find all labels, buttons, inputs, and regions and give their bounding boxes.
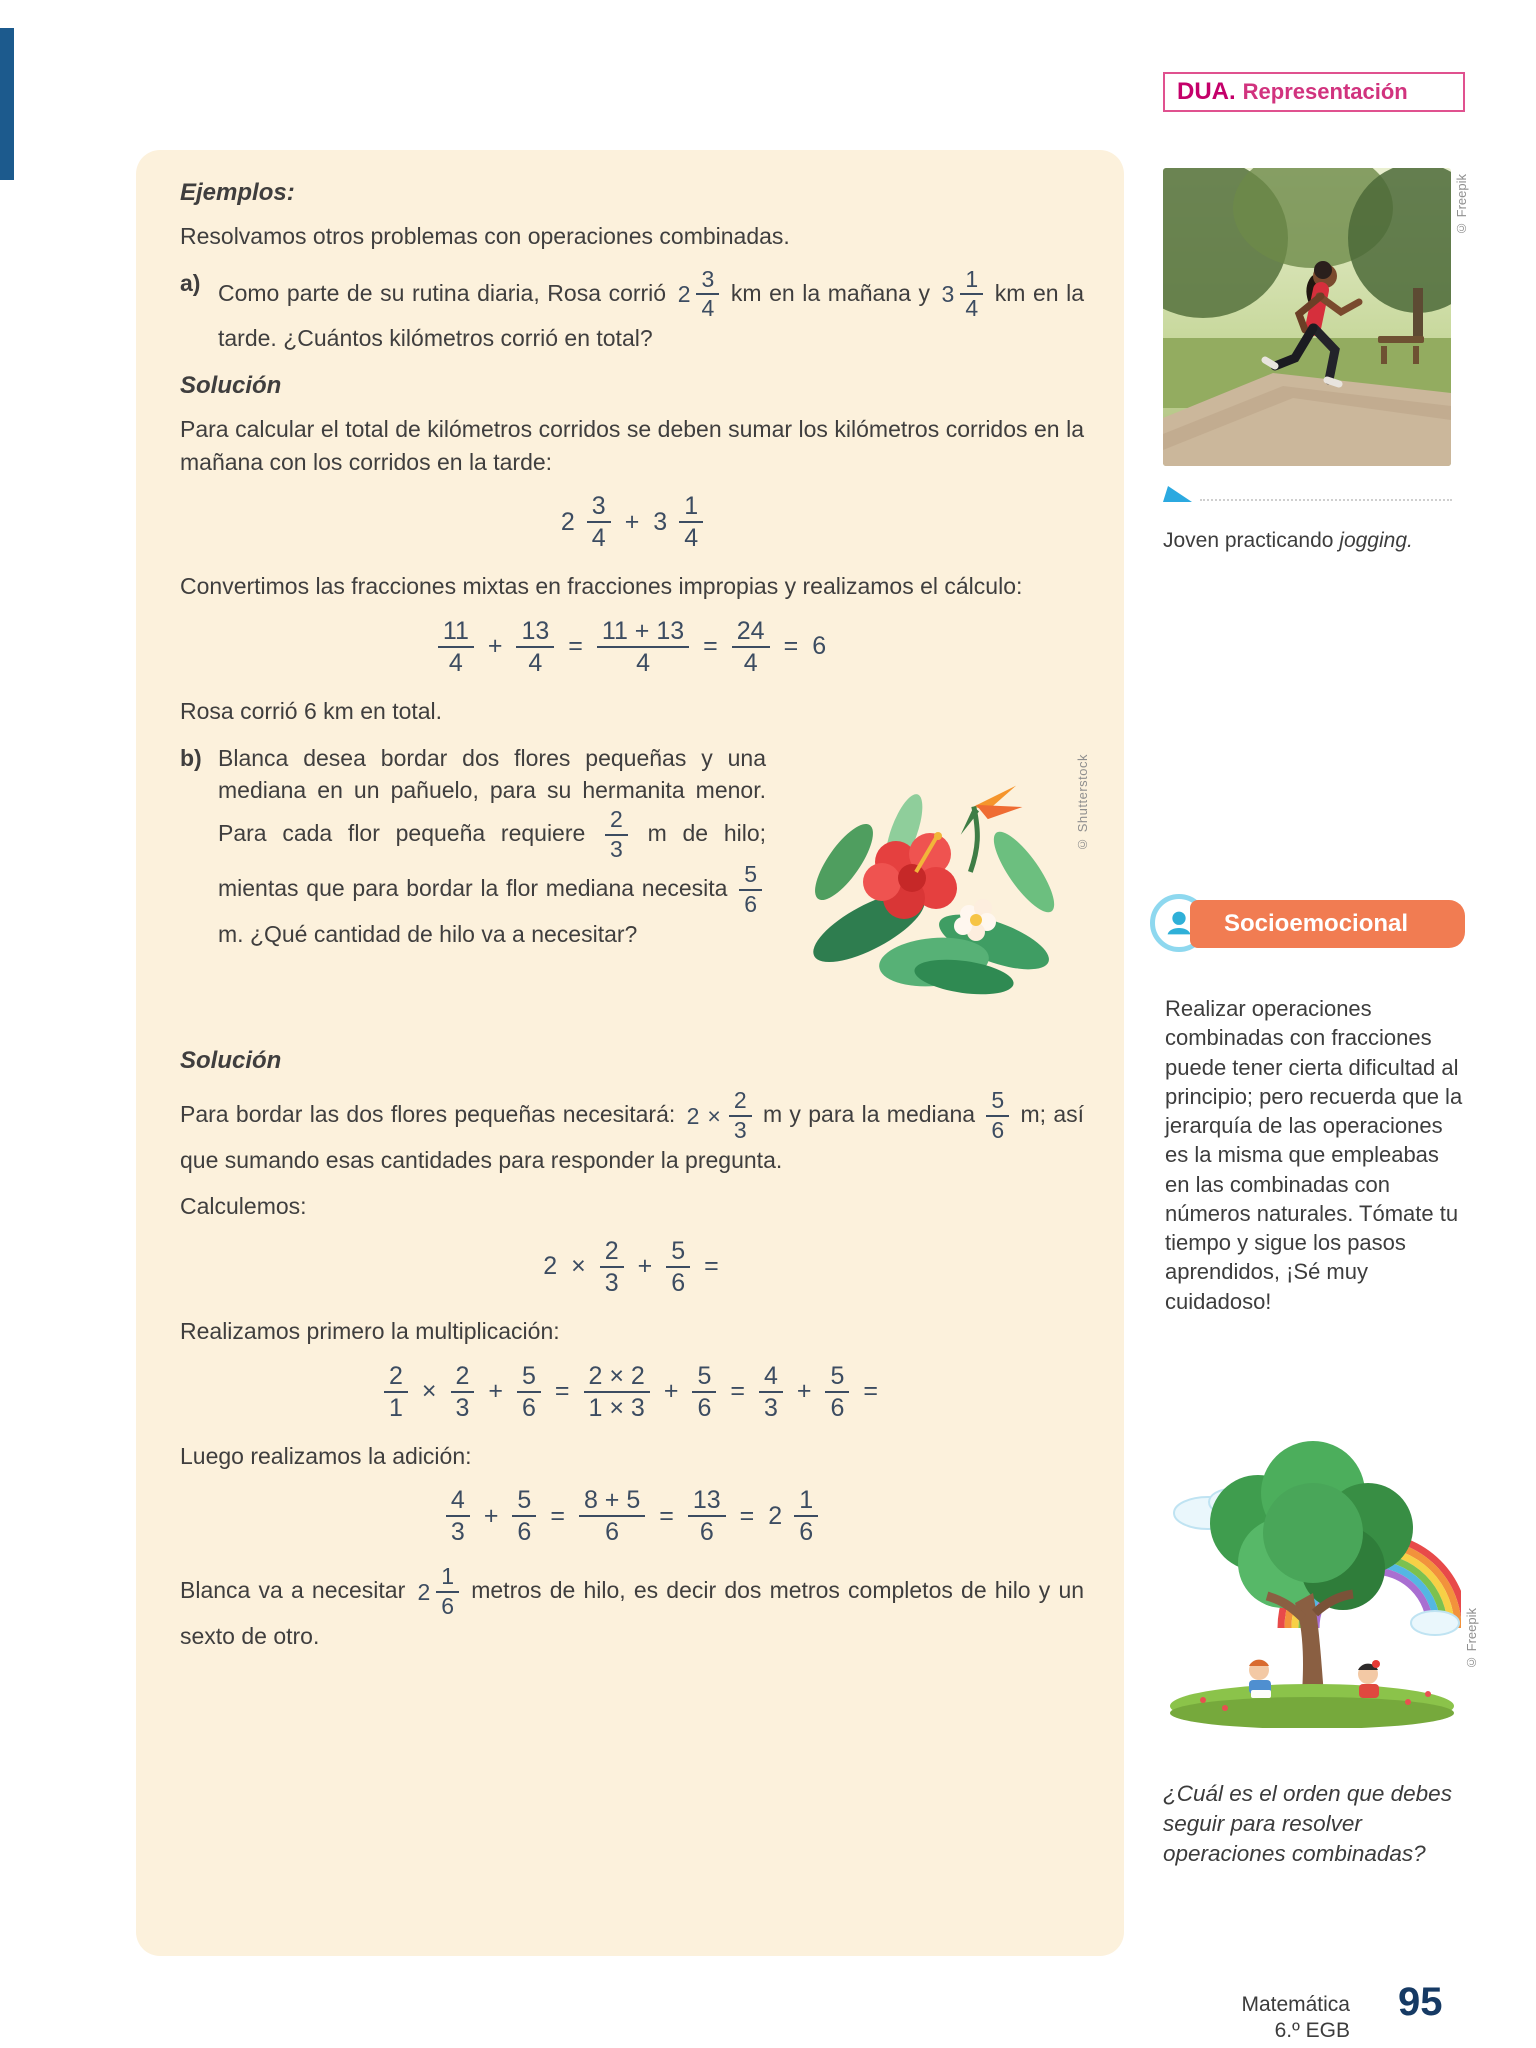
- solucion-heading-a: Solución: [180, 371, 282, 399]
- text-segment: m. ¿Qué cantidad de hilo va a necesitar?: [218, 920, 638, 947]
- fraction: [986, 1088, 1009, 1144]
- multiplication-text: Realizamos primero la multiplicación:: [180, 1318, 560, 1345]
- fraction: $\frac{1}{4}$: [960, 267, 983, 323]
- equation-mixed-sum: [180, 492, 1084, 552]
- intro-text: Resolvamos otros problemas con operaciones combinadas.: [180, 223, 790, 250]
- photo-credit: © Freepik: [1454, 174, 1469, 236]
- fraction: $\frac{11 + 13}{4}$: [597, 617, 689, 677]
- fraction: $\frac{2 \times 2}{1 \times 3}$: [584, 1362, 650, 1422]
- fraction: $\frac{13}{6}$: [688, 1486, 726, 1546]
- solution-b-text: [180, 1088, 1084, 1176]
- caption-italic-text: jogging.: [1339, 529, 1413, 552]
- reflection-question: ¿Cuál es el orden que debes seguir para resolver operaciones combinadas?: [1163, 1780, 1452, 1867]
- problem-a-text: [218, 267, 1084, 355]
- operator: ×: [571, 1252, 586, 1281]
- jogging-photo: [1163, 168, 1451, 466]
- problem-a: [180, 267, 1084, 355]
- text-segment: km en la mañana y: [730, 279, 930, 306]
- whole-number: 2: [768, 1501, 783, 1530]
- jogging-photo-image: [1163, 168, 1451, 466]
- text-segment: Como parte de su rutina diaria, Rosa corrió: [218, 279, 667, 306]
- text-segment: km en la tarde. ¿Cuántos kilómetros corrió en total?: [218, 279, 1085, 352]
- dua-title: Representación: [1242, 79, 1408, 104]
- operator: =: [554, 1377, 570, 1406]
- whole-number: 3: [941, 281, 955, 308]
- fraction: $\frac{5}{6}$: [666, 1237, 690, 1297]
- operator: +: [663, 1377, 679, 1406]
- problem-b: [180, 742, 766, 951]
- page-number: 95: [1398, 1980, 1443, 2024]
- ejemplos-heading: Ejemplos:: [180, 179, 295, 206]
- tree-illustration: [1163, 1418, 1461, 1728]
- fraction: $\frac{2}{3}$: [729, 1088, 752, 1144]
- problem-b-text: [218, 742, 766, 951]
- fraction: $\frac{4}{3}$: [759, 1362, 783, 1422]
- equation-setup: [180, 1237, 1084, 1297]
- operator: =: [550, 1501, 565, 1530]
- text-segment: Blanca desea bordar dos flores pequeñas y una mediana en un pañuelo, para su hermanita menor.: [218, 744, 766, 804]
- fraction: [605, 807, 628, 863]
- text-segment: mientas que para bordar la flor mediana necesita: [218, 875, 728, 902]
- fraction: $\frac{4}{3}$: [446, 1486, 470, 1546]
- text-segment: m de hilo;: [647, 819, 767, 846]
- caption-dotted-rule: [1200, 499, 1452, 501]
- equation-improper-fractions: [180, 617, 1084, 677]
- fraction: $\frac{2}{3}$: [451, 1362, 475, 1422]
- dua-header: [1163, 72, 1465, 112]
- fraction: $\frac{5}{6}$: [739, 862, 762, 918]
- number: 2: [686, 1102, 700, 1129]
- text-segment: m; así que sumando esas cantidades para responder la pregunta.: [180, 1101, 1085, 1173]
- problem-b-row: [180, 742, 1090, 1031]
- operator: =: [730, 1377, 745, 1406]
- operator: ×: [707, 1102, 721, 1129]
- operator: +: [488, 1377, 504, 1406]
- operator: =: [703, 632, 718, 661]
- photo-caption: [1163, 529, 1463, 553]
- whole-number: 3: [653, 507, 668, 536]
- calculemos-text: Calculemos:: [180, 1193, 307, 1220]
- socioemocional-title: Socioemocional: [1224, 910, 1409, 937]
- operator: =: [704, 1252, 719, 1281]
- text-segment: metros de hilo, es decir dos metros completos de hilo y un sexto de otro.: [180, 1577, 1085, 1649]
- whole-number: 2: [677, 281, 691, 308]
- fraction: $\frac{11}{4}$: [438, 617, 474, 677]
- problem-b-label: b): [180, 744, 202, 771]
- operator: +: [483, 1501, 499, 1530]
- illustration-credit: © Freepik: [1464, 1608, 1479, 1670]
- operator: =: [659, 1501, 674, 1530]
- footer-subject-block: [1150, 1992, 1350, 2045]
- whole-number: 2: [560, 507, 575, 536]
- fraction: $\frac{24}{4}$: [732, 617, 770, 677]
- operator: +: [487, 632, 503, 661]
- conversion-text: Convertimos las fracciones mixtas en fracciones impropias y realizamos el cálculo:: [180, 573, 1023, 600]
- flower-illustration: [784, 742, 1090, 1031]
- text-segment: m y para la mediana: [762, 1101, 976, 1128]
- equation-addition: [180, 1486, 1084, 1546]
- addition-text: Luego realizamos la adición:: [180, 1442, 472, 1469]
- whole-number: 2: [417, 1578, 431, 1605]
- fraction: $\frac{3}{4}$: [587, 492, 611, 552]
- fraction: $\frac{1}{6}$: [794, 1486, 818, 1546]
- page-edge-tab: [0, 28, 14, 180]
- text-segment: Para bordar las dos flores pequeñas necesitará:: [180, 1101, 676, 1128]
- text-segment: Para cada flor pequeña requiere: [218, 819, 586, 846]
- mixed-number: [942, 267, 984, 323]
- text-segment: Blanca va a necesitar: [180, 1577, 406, 1604]
- image-credit: © Shutterstock: [1074, 753, 1090, 852]
- fraction: $\frac{3}{4}$: [696, 267, 719, 323]
- fraction: $\frac{5}{6}$: [512, 1486, 536, 1546]
- equation-multiplication: [180, 1362, 1084, 1422]
- operator: =: [568, 632, 583, 661]
- footer-subject: Matemática: [1241, 1993, 1350, 2016]
- dua-label: DUA.: [1177, 78, 1236, 105]
- number: 6: [812, 632, 827, 661]
- fraction: $\frac{2}{3}$: [605, 807, 628, 863]
- solution-a-text: Para calcular el total de kilómetros corridos se deben sumar los kilómetros corridos en la mañana con los corridos en la tarde:: [180, 415, 1084, 475]
- caption-text: Joven practicando: [1163, 529, 1340, 552]
- operator: +: [796, 1377, 812, 1406]
- fraction: $\frac{1}{6}$: [436, 1564, 459, 1620]
- socioemocional-badge: [1190, 900, 1465, 948]
- tropical-flowers-image: [784, 742, 1084, 1022]
- caption-marker-triangle: [1163, 486, 1192, 502]
- number: 2: [543, 1252, 558, 1281]
- fraction: $\frac{2}{1}$: [384, 1362, 408, 1422]
- operator: ×: [421, 1377, 437, 1406]
- footer-grade: 6.º EGB: [1274, 2019, 1350, 2043]
- fraction: $\frac{5}{6}$: [825, 1362, 849, 1422]
- tree-rainbow-kids-image: [1163, 1418, 1461, 1728]
- operator: +: [637, 1252, 653, 1281]
- fraction: $\frac{8 + 5}{6}$: [579, 1486, 645, 1546]
- fraction: $\frac{1}{4}$: [679, 492, 703, 552]
- mixed-number: [417, 1564, 459, 1620]
- operator: =: [739, 1501, 755, 1530]
- fraction: $\frac{5}{6}$: [517, 1362, 541, 1422]
- fraction: [739, 862, 762, 918]
- operator: +: [624, 507, 640, 536]
- socioemocional-text: Realizar operaciones combinadas con fracciones puede tener cierta dificultad al principio; pero recuerda que la jerarquía de las operaciones es la misma que empleabas en las combinadas con números naturales. Tómate tu tiempo y sigue los pasos aprendidos, ¡Sé muy cuidadoso!: [1165, 996, 1463, 1314]
- fraction: $\frac{5}{6}$: [692, 1362, 716, 1422]
- operator: =: [783, 632, 799, 661]
- result-a-text: Rosa corrió 6 km en total.: [180, 697, 443, 724]
- fraction: $\frac{13}{4}$: [516, 617, 554, 677]
- result-b-text: [180, 1564, 1084, 1652]
- solucion-heading-b: Solución: [180, 1047, 282, 1075]
- fraction: $\frac{2}{3}$: [600, 1237, 624, 1297]
- fraction: $\frac{5}{6}$: [986, 1088, 1009, 1144]
- problem-a-label: a): [180, 269, 201, 296]
- operator: =: [863, 1377, 878, 1406]
- lesson-content-panel: [136, 150, 1124, 1956]
- expression: [687, 1088, 752, 1144]
- mixed-number: [678, 267, 720, 323]
